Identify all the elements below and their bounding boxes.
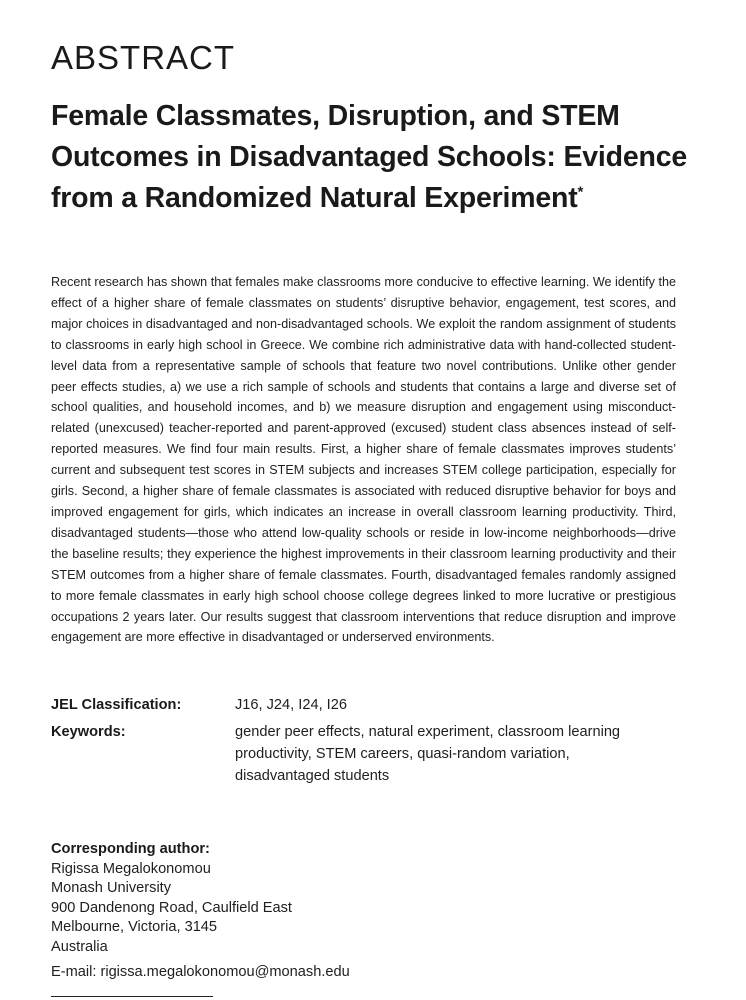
paper-title-text: Female Classmates, Disruption, and STEM Outcomes in Disadvantaged Schools: Evidence from a Randomized Natural Experiment <box>51 100 687 214</box>
section-heading: ABSTRACT <box>51 39 236 76</box>
paper-title <box>51 96 711 219</box>
jel-codes: J16, J24, I24, I26 <box>235 697 347 713</box>
keywords-list: gender peer effects, natural experiment, classroom learning productivity, STEM careers, quasi-random variation, disadvantaged students <box>235 724 621 784</box>
keywords-row <box>51 721 691 787</box>
corresponding-author-block <box>51 840 651 958</box>
abstract-body: Recent research has shown that females make classrooms more conducive to effective learning. We identify the effect of a higher share of female classmates on students’ disruptive behavior, engagement, test scores, and major choices in disadvantaged and non-disadvantaged schools. We exploit the random assignment of students to classrooms in early high school in Greece. We combine rich administrative data with hand-collected student-level data from a representative sample of schools that feature two novel contributions. Unlike other gender peer effects studies, a) we use a rich sample of schools and students that contains a large and diverse set of school qualities, and household incomes, and b) we measure disruption and engagement using misconduct-related (unexcused) teacher-reported and parent-approved (excused) student class absences instead of self-reported measures. We find four main results. First, a higher share of female classmates improves students’ current and subsequent test scores in STEM subjects and increases STEM college participation, especially for girls. Second, a higher share of female classmates is associated with reduced disruptive behavior for boys and improved engagement for girls, which indicates an increase in overall classroom learning productivity. Third, disadvantaged students—those who attend low-quality schools or reside in low-income neighborhoods—drive the baseline results; they experience the highest improvements in their classroom learning productivity and their STEM outcomes from a higher share of female classmates. Fourth, disadvantaged females randomly assigned to more female classmates in early high school choose college degrees linked to more lucrative or prestigious occupations 2 years later. Our results suggest that classroom interventions that reduce disruption and improve engagement are more effective in disadvantaged or underserved environments. <box>51 275 676 645</box>
jel-classification-row <box>51 694 691 716</box>
keywords-label: Keywords: <box>51 724 126 740</box>
title-footnote-marker[interactable]: * <box>577 183 584 201</box>
author-email[interactable]: E-mail: rigissa.megalokonomou@monash.edu <box>51 964 350 980</box>
footnote-divider <box>51 996 213 997</box>
author-street: 900 Dandenong Road, Caulfield East <box>51 899 292 916</box>
author-institution: Monash University <box>51 880 172 897</box>
jel-label: JEL Classification: <box>51 697 182 713</box>
author-city: Melbourne, Victoria, 3145 <box>51 919 218 936</box>
author-name: Rigissa Megalokonomou <box>51 860 211 877</box>
corresponding-author-label: Corresponding author: <box>51 841 210 857</box>
author-country: Australia <box>51 938 108 955</box>
